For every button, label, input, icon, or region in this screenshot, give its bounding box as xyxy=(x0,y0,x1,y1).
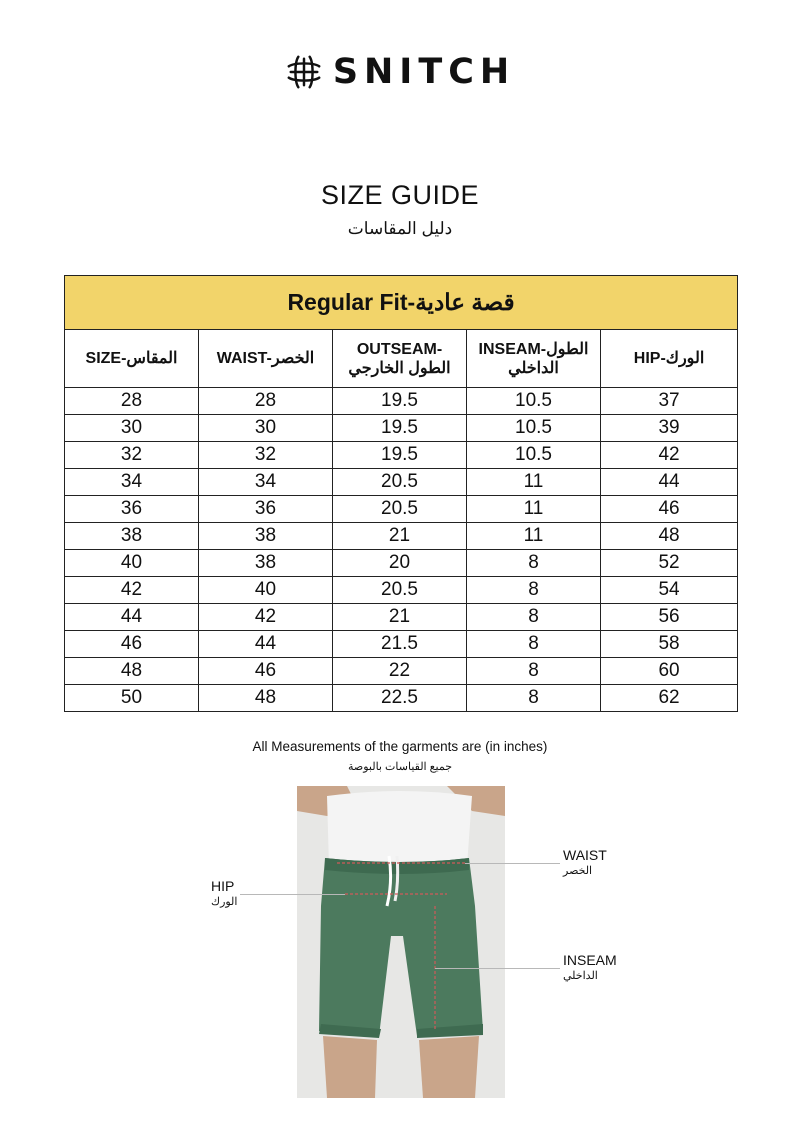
waist-guide-line xyxy=(465,863,560,864)
table-row xyxy=(65,577,738,604)
table-row xyxy=(65,658,738,685)
table-cell: 21.5 xyxy=(333,631,467,658)
table-cell: 52 xyxy=(601,550,738,577)
table-row xyxy=(65,685,738,712)
hip-guide-line xyxy=(240,894,345,895)
table-body xyxy=(65,388,738,712)
table-cell: 39 xyxy=(601,415,738,442)
column-header-row xyxy=(65,330,738,388)
table-cell: 20 xyxy=(333,550,467,577)
table-cell: 10.5 xyxy=(467,415,601,442)
model-photo xyxy=(297,786,505,1098)
table-cell: 11 xyxy=(467,496,601,523)
waist-label-ar: الخصر xyxy=(563,865,593,877)
table-cell: 54 xyxy=(601,577,738,604)
size-table xyxy=(64,275,738,712)
table-cell: 22 xyxy=(333,658,467,685)
table-cell: 10.5 xyxy=(467,442,601,469)
column-header xyxy=(333,330,467,388)
table-cell: 48 xyxy=(65,658,199,685)
table-cell: 42 xyxy=(65,577,199,604)
table-cell: 58 xyxy=(601,631,738,658)
table-cell: 34 xyxy=(65,469,199,496)
table-cell: 48 xyxy=(199,685,333,712)
brand-name: SNITCH xyxy=(332,52,516,92)
table-cell: 11 xyxy=(467,523,601,550)
table-cell: 10.5 xyxy=(467,388,601,415)
column-header xyxy=(601,330,738,388)
inseam-label-ar: الداخلي xyxy=(563,970,598,982)
inseam-guide-line xyxy=(435,968,560,969)
table-cell: 46 xyxy=(199,658,333,685)
table-cell: 46 xyxy=(65,631,199,658)
hip-label-en: HIP xyxy=(211,878,235,894)
column-header-line: WAIST-الخصر xyxy=(216,350,315,367)
table-cell: 28 xyxy=(199,388,333,415)
table-cell: 34 xyxy=(199,469,333,496)
table-cell: 11 xyxy=(467,469,601,496)
table-cell: 28 xyxy=(65,388,199,415)
table-cell: 50 xyxy=(65,685,199,712)
table-cell: 38 xyxy=(199,550,333,577)
column-header-line: الداخلي xyxy=(508,359,559,377)
table-cell: 8 xyxy=(467,550,601,577)
table-cell: 32 xyxy=(199,442,333,469)
hip-label xyxy=(211,878,237,910)
table-cell: 44 xyxy=(601,469,738,496)
column-header-line: OUTSEAM- xyxy=(356,340,443,358)
table-cell: 37 xyxy=(601,388,738,415)
table-cell: 21 xyxy=(333,523,467,550)
table-row xyxy=(65,388,738,415)
table-cell: 44 xyxy=(199,631,333,658)
column-header-line: HIP-الورك xyxy=(633,350,705,367)
table-cell: 40 xyxy=(65,550,199,577)
table-row xyxy=(65,550,738,577)
table-cell: 38 xyxy=(199,523,333,550)
table-row xyxy=(65,631,738,658)
table-cell: 20.5 xyxy=(333,469,467,496)
hip-label-ar: الورك xyxy=(211,896,238,908)
hash-knot-logo-icon xyxy=(285,53,323,91)
table-row xyxy=(65,496,738,523)
table-cell: 21 xyxy=(333,604,467,631)
brand-logo xyxy=(0,50,800,94)
table-cell: 20.5 xyxy=(333,577,467,604)
table-cell: 30 xyxy=(199,415,333,442)
column-header xyxy=(467,330,601,388)
table-cell: 60 xyxy=(601,658,738,685)
table-cell: 20.5 xyxy=(333,496,467,523)
table-row xyxy=(65,469,738,496)
table-cell: 8 xyxy=(467,685,601,712)
shorts-illustration xyxy=(297,786,505,1098)
table-cell: 19.5 xyxy=(333,388,467,415)
table-cell: 32 xyxy=(65,442,199,469)
inseam-label-en: INSEAM xyxy=(563,952,617,968)
table-cell: 8 xyxy=(467,604,601,631)
table-cell: 36 xyxy=(199,496,333,523)
table-cell: 56 xyxy=(601,604,738,631)
table-row xyxy=(65,604,738,631)
waist-label-en: WAIST xyxy=(563,847,607,863)
measurement-note-arabic: جميع القياسات بالبوصة xyxy=(347,761,453,773)
table-cell: 36 xyxy=(65,496,199,523)
table-cell: 38 xyxy=(65,523,199,550)
table-cell: 8 xyxy=(467,577,601,604)
table-cell: 62 xyxy=(601,685,738,712)
table-cell: 44 xyxy=(65,604,199,631)
table-cell: 8 xyxy=(467,631,601,658)
table-row xyxy=(65,415,738,442)
inseam-label xyxy=(563,952,617,984)
table-cell: 19.5 xyxy=(333,442,467,469)
table-cell: 19.5 xyxy=(333,415,467,442)
table-cell: 42 xyxy=(601,442,738,469)
table-cell: 46 xyxy=(601,496,738,523)
table-row xyxy=(65,442,738,469)
column-header-line: INSEAM-الطول xyxy=(478,340,589,358)
column-header xyxy=(199,330,333,388)
table-cell: 30 xyxy=(65,415,199,442)
table-cell: 40 xyxy=(199,577,333,604)
measurement-note: All Measurements of the garments are (in inches) xyxy=(252,739,548,754)
column-header-line: SIZE-المقاس xyxy=(85,350,178,367)
fit-title: Regular Fit-قصة عادية xyxy=(65,276,738,330)
table-cell: 22.5 xyxy=(333,685,467,712)
page-title: SIZE GUIDE xyxy=(320,180,480,210)
page-subtitle-arabic: دليل المقاسات xyxy=(347,219,453,238)
table-row xyxy=(65,523,738,550)
table-cell: 8 xyxy=(467,658,601,685)
column-header-line: الطول الخارجي xyxy=(348,359,451,377)
waist-label xyxy=(563,847,607,879)
column-header xyxy=(65,330,199,388)
table-cell: 48 xyxy=(601,523,738,550)
table-cell: 42 xyxy=(199,604,333,631)
